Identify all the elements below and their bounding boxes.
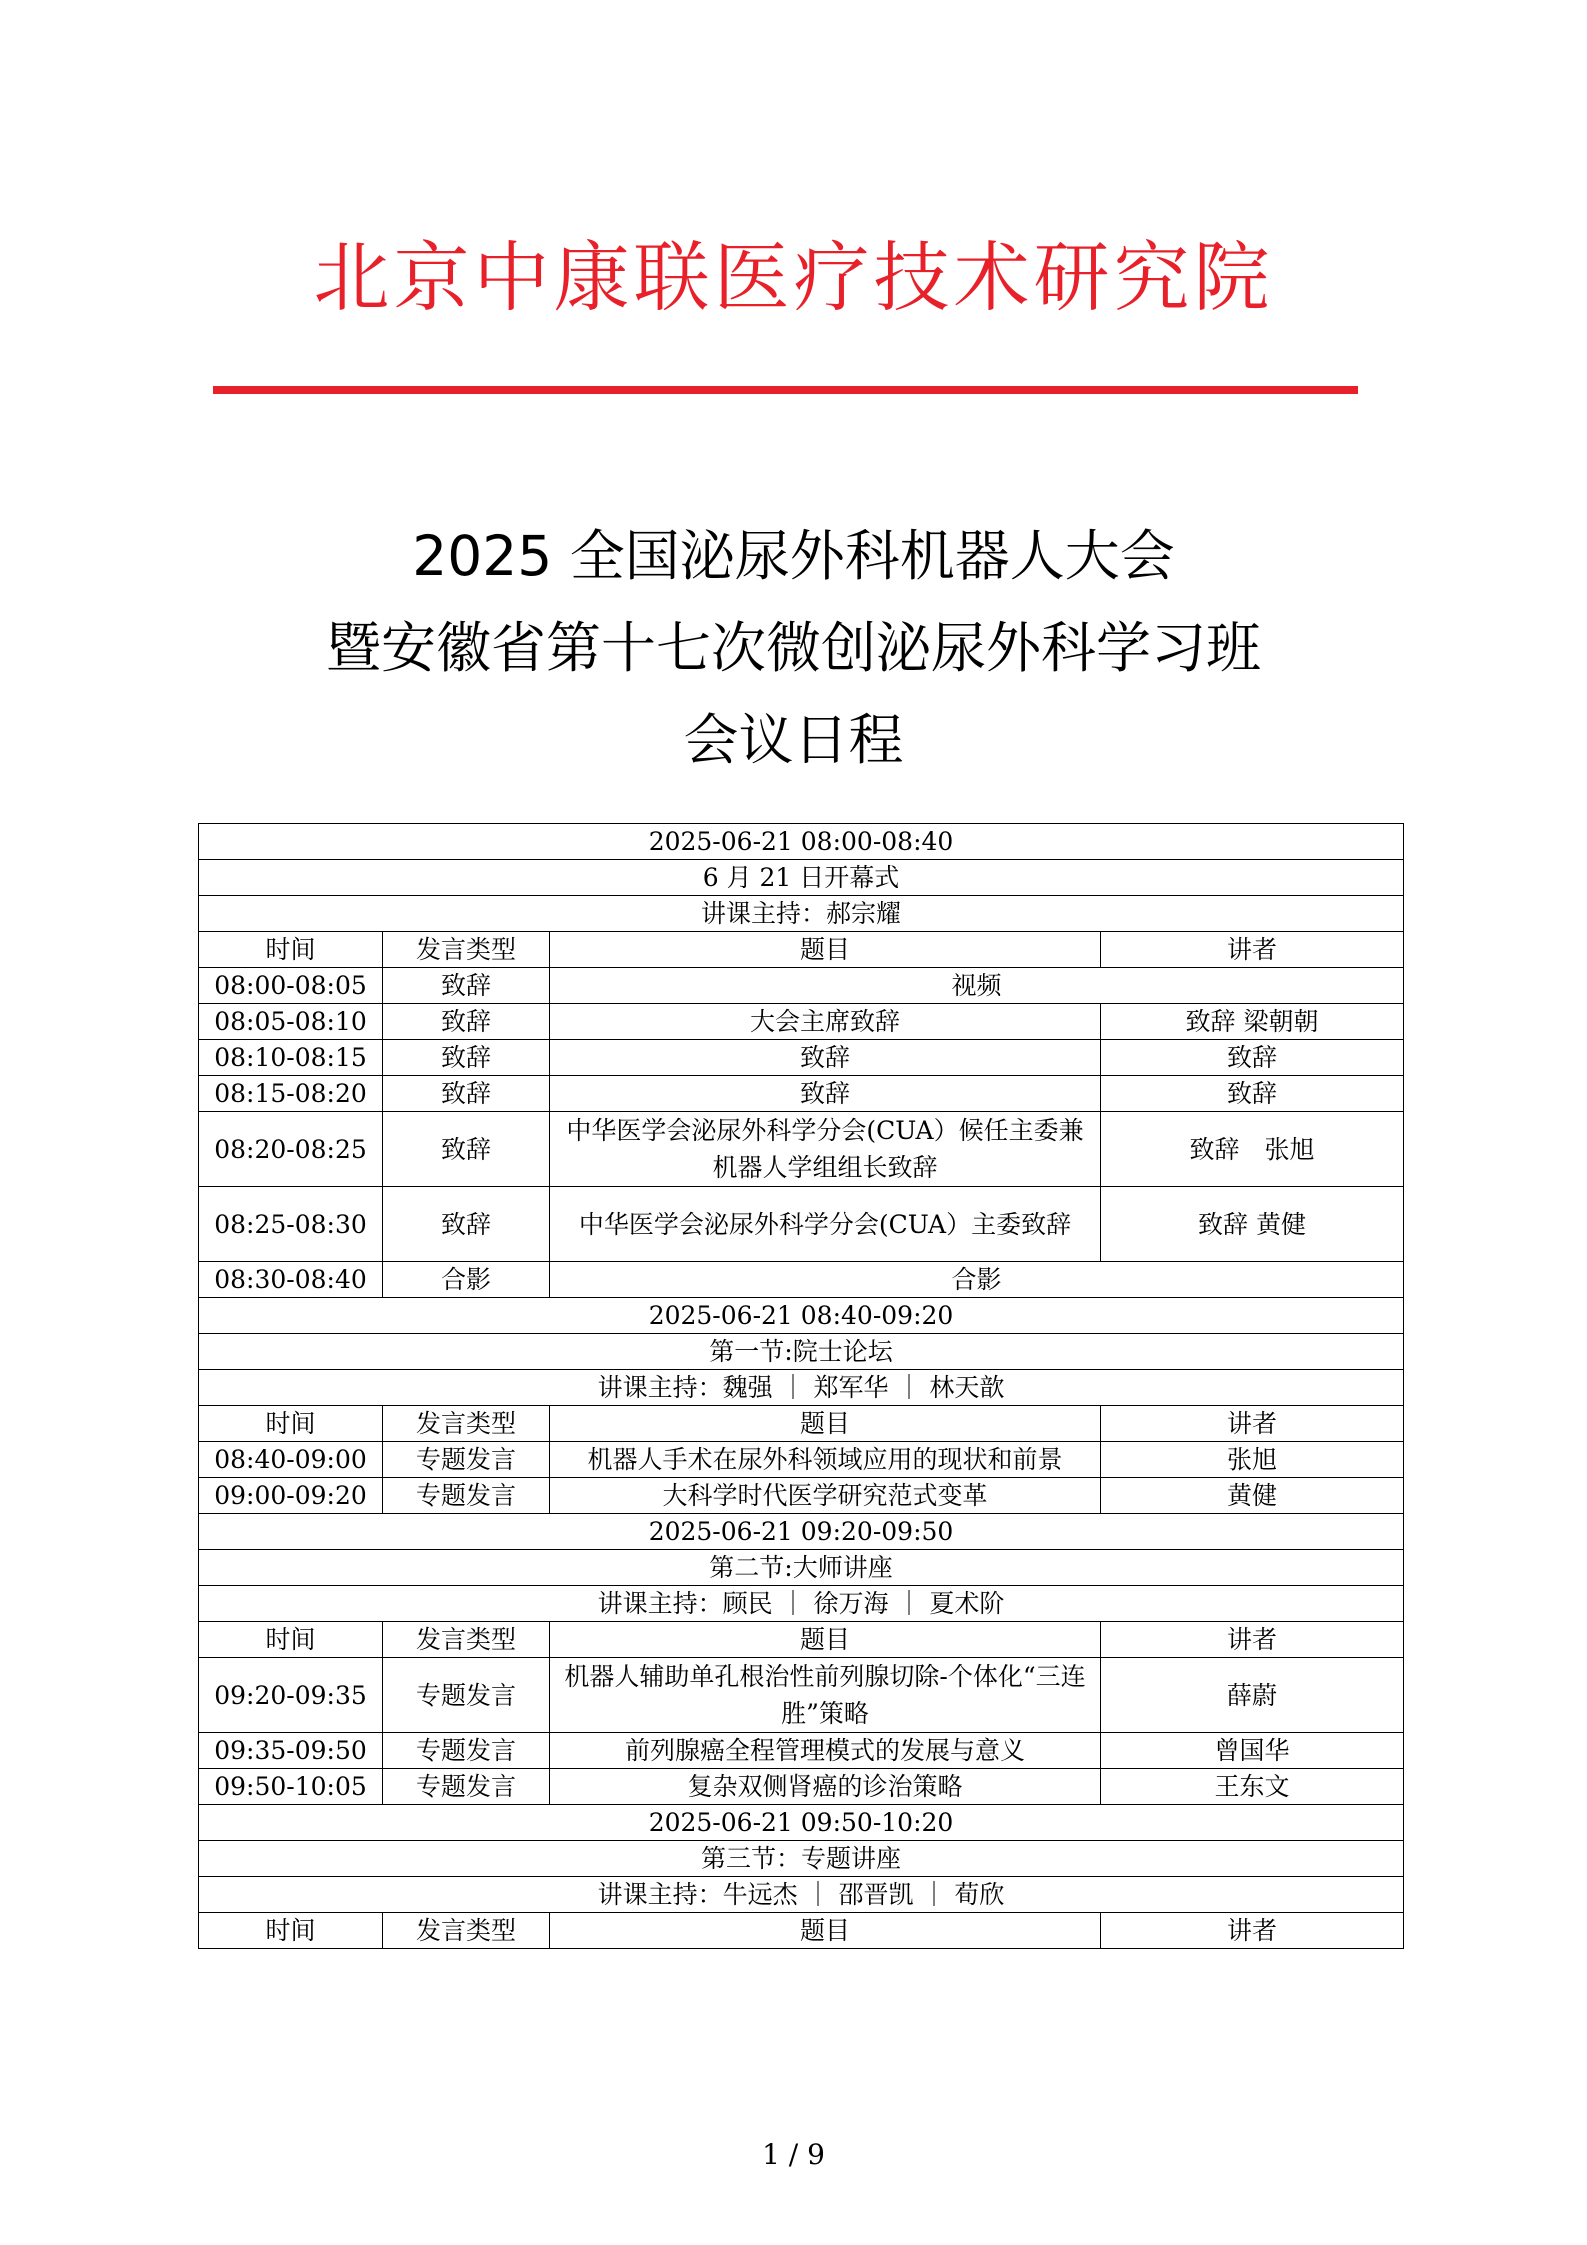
cell-topic: 大科学时代医学研究范式变革: [550, 1478, 1101, 1514]
cell-type: 致辞: [383, 968, 550, 1004]
session-name: 第二节:大师讲座: [199, 1550, 1404, 1586]
column-header-speaker: 讲者: [1101, 932, 1404, 968]
session-name: 6 月 21 日开幕式: [199, 860, 1404, 896]
session-name: 第一节:院士论坛: [199, 1334, 1404, 1370]
cell-time: 09:20-09:35: [199, 1658, 383, 1733]
cell-topic: 合影: [550, 1262, 1404, 1298]
session-host-row: [199, 1370, 1404, 1406]
document-title: [0, 510, 1587, 786]
title-line-2: 暨安徽省第十七次微创泌尿外科学习班: [325, 616, 1261, 680]
cell-type: 专题发言: [383, 1442, 550, 1478]
session-name: 第三节：专题讲座: [199, 1841, 1404, 1877]
session-host-row: [199, 1877, 1404, 1913]
cell-topic: 机器人手术在尿外科领域应用的现状和前景: [550, 1442, 1101, 1478]
cell-topic: 中华医学会泌尿外科学分会(CUA）候任主委兼机器人学组组长致辞: [550, 1112, 1101, 1187]
cell-type: 致辞: [383, 1187, 550, 1262]
table-header-row: [199, 1622, 1404, 1658]
title-line-3: 会议日程: [683, 708, 904, 772]
cell-time: 08:00-08:05: [199, 968, 383, 1004]
cell-type: 合影: [383, 1262, 550, 1298]
cell-speaker: 致辞 张旭: [1101, 1112, 1404, 1187]
session-name-row: [199, 1550, 1404, 1586]
cell-speaker: 王东文: [1101, 1769, 1404, 1805]
cell-type: 致辞: [383, 1004, 550, 1040]
session-datetime-row: [199, 1298, 1404, 1334]
table-row: [199, 1112, 1404, 1187]
column-header-time: 时间: [199, 932, 383, 968]
cell-topic: 前列腺癌全程管理模式的发展与意义: [550, 1733, 1101, 1769]
header-divider: [213, 386, 1358, 394]
cell-time: 09:35-09:50: [199, 1733, 383, 1769]
cell-topic: 致辞: [550, 1076, 1101, 1112]
cell-topic: 视频: [550, 968, 1404, 1004]
table-header-row: [199, 1406, 1404, 1442]
cell-speaker: 致辞: [1101, 1076, 1404, 1112]
session-datetime: 2025-06-21 09:20-09:50: [199, 1514, 1404, 1550]
column-header-speaker: 讲者: [1101, 1406, 1404, 1442]
cell-time: 09:50-10:05: [199, 1769, 383, 1805]
column-header-topic: 题目: [550, 1913, 1101, 1949]
cell-speaker: 曾国华: [1101, 1733, 1404, 1769]
cell-type: 专题发言: [383, 1769, 550, 1805]
table-row: [199, 1658, 1404, 1733]
cell-time: 09:00-09:20: [199, 1478, 383, 1514]
session-host: 讲课主持：牛远杰 ｜ 邵晋凯 ｜ 荀欣: [199, 1877, 1404, 1913]
cell-topic: 致辞: [550, 1040, 1101, 1076]
session-datetime-row: [199, 1514, 1404, 1550]
session-datetime-row: [199, 1805, 1404, 1841]
cell-speaker: 致辞: [1101, 1040, 1404, 1076]
table-header-row: [199, 932, 1404, 968]
cell-type: 致辞: [383, 1076, 550, 1112]
column-header-type: 发言类型: [383, 1913, 550, 1949]
session-datetime-row: [199, 824, 1404, 860]
column-header-time: 时间: [199, 1406, 383, 1442]
table-row: [199, 1442, 1404, 1478]
column-header-time: 时间: [199, 1622, 383, 1658]
column-header-type: 发言类型: [383, 932, 550, 968]
column-header-speaker: 讲者: [1101, 1622, 1404, 1658]
table-row: [199, 968, 1404, 1004]
table-row: [199, 1262, 1404, 1298]
session-host: 讲课主持：郝宗耀: [199, 896, 1404, 932]
cell-speaker: 致辞 梁朝朝: [1101, 1004, 1404, 1040]
session-datetime: 2025-06-21 09:50-10:20: [199, 1805, 1404, 1841]
organization-header: 北京中康联医疗技术研究院: [313, 233, 1274, 322]
session-name-row: [199, 860, 1404, 896]
session-datetime: 2025-06-21 08:00-08:40: [199, 824, 1404, 860]
cell-time: 08:25-08:30: [199, 1187, 383, 1262]
cell-time: 08:30-08:40: [199, 1262, 383, 1298]
column-header-topic: 题目: [550, 1406, 1101, 1442]
session-host-row: [199, 896, 1404, 932]
table-row: [199, 1076, 1404, 1112]
cell-type: 专题发言: [383, 1478, 550, 1514]
session-name-row: [199, 1334, 1404, 1370]
cell-time: 08:20-08:25: [199, 1112, 383, 1187]
cell-time: 08:05-08:10: [199, 1004, 383, 1040]
column-header-type: 发言类型: [383, 1622, 550, 1658]
table-row: [199, 1733, 1404, 1769]
page-number: 1 / 9: [762, 2138, 825, 2171]
session-name-row: [199, 1841, 1404, 1877]
table-row: [199, 1769, 1404, 1805]
cell-topic: 中华医学会泌尿外科学分会(CUA）主委致辞: [550, 1187, 1101, 1262]
cell-type: 致辞: [383, 1112, 550, 1187]
session-datetime: 2025-06-21 08:40-09:20: [199, 1298, 1404, 1334]
cell-speaker: 致辞 黄健: [1101, 1187, 1404, 1262]
cell-speaker: 张旭: [1101, 1442, 1404, 1478]
table-header-row: [199, 1913, 1404, 1949]
cell-speaker: 黄健: [1101, 1478, 1404, 1514]
column-header-time: 时间: [199, 1913, 383, 1949]
cell-topic: 机器人辅助单孔根治性前列腺切除-个体化“三连胜”策略: [550, 1658, 1101, 1733]
session-host-row: [199, 1586, 1404, 1622]
column-header-topic: 题目: [550, 932, 1101, 968]
cell-speaker: 薛蔚: [1101, 1658, 1404, 1733]
title-line-1: 2025 全国泌尿外科机器人大会: [412, 524, 1175, 588]
table-row: [199, 1004, 1404, 1040]
agenda-table: [198, 823, 1404, 1949]
cell-type: 致辞: [383, 1040, 550, 1076]
column-header-type: 发言类型: [383, 1406, 550, 1442]
cell-time: 08:10-08:15: [199, 1040, 383, 1076]
table-row: [199, 1478, 1404, 1514]
cell-topic: 复杂双侧肾癌的诊治策略: [550, 1769, 1101, 1805]
table-row: [199, 1187, 1404, 1262]
session-host: 讲课主持：顾民 ｜ 徐万海 ｜ 夏术阶: [199, 1586, 1404, 1622]
session-host: 讲课主持：魏强 ｜ 郑军华 ｜ 林天歆: [199, 1370, 1404, 1406]
cell-type: 专题发言: [383, 1658, 550, 1733]
table-row: [199, 1040, 1404, 1076]
column-header-topic: 题目: [550, 1622, 1101, 1658]
column-header-speaker: 讲者: [1101, 1913, 1404, 1949]
cell-type: 专题发言: [383, 1733, 550, 1769]
cell-time: 08:15-08:20: [199, 1076, 383, 1112]
cell-time: 08:40-09:00: [199, 1442, 383, 1478]
cell-topic: 大会主席致辞: [550, 1004, 1101, 1040]
